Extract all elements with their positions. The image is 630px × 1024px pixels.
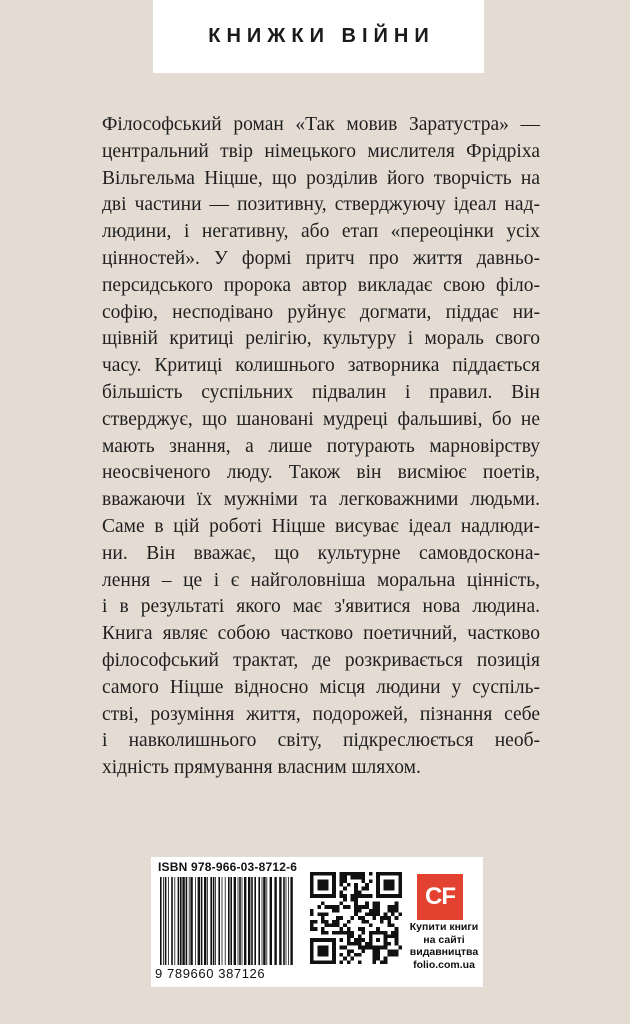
annotation-line: філософський трактат, де розкривається позиція <box>102 649 540 671</box>
annotation-line: хідність прямування власним шляхом. <box>102 757 421 779</box>
annotation-line: щівній критиці релігію, культуру і мораль свого <box>102 328 540 350</box>
series-header <box>153 0 484 73</box>
buy-line: на сайті <box>423 933 465 946</box>
annotation-line: вважаючи їх мужніми та легковажними людьми. <box>102 489 540 511</box>
buy-line: Купити книги <box>409 921 479 933</box>
annotation-line: ни. Він вважає, що культурне самовдоскона- <box>102 542 540 564</box>
barcode-image <box>158 877 298 965</box>
annotation-line: лення – це і є найголовніша моральна цінність, <box>102 569 540 591</box>
annotation-line: мають знання, а лише потурають марновірству <box>102 435 540 457</box>
annotation-line: стві, розуміння життя, подорожей, пізнання себе <box>102 703 540 725</box>
publisher-logo-text: CF <box>425 883 455 910</box>
annotation-line: стверджує, що шановані мудреці фальшиві, бо не <box>102 408 540 430</box>
annotation-line: Саме в цій роботі Ніцше висуває ідеал надлюди- <box>102 515 540 537</box>
annotation-line: софію, несподівано руйнує догмати, піддає ни- <box>102 301 540 323</box>
buy-online-note <box>406 921 482 971</box>
series-title: КНИЖКИ ВІЙНИ <box>208 25 435 47</box>
annotation-line: часу. Критиці колишнього затворника піддається <box>102 355 540 377</box>
annotation-line: дві частини — позитивну, стверджуючу ідеал над- <box>102 194 540 216</box>
barcode-panel <box>151 857 483 987</box>
buy-line: видавництва <box>409 946 479 958</box>
ean-digits: 9 789660 387126 <box>155 966 266 981</box>
qr-code-icon[interactable] <box>310 872 402 964</box>
annotation-line: цінностей». У формі притч про життя давньо- <box>102 247 540 269</box>
annotation-line: самого Ніцше відносно місця людини у суспіль- <box>102 676 540 698</box>
annotation-line: Книга являє собою частково поетичний, частково <box>102 623 540 645</box>
annotation-line: неосвіченого люду. Також він висміює поетів, <box>102 462 540 484</box>
buy-site-link[interactable]: folio.com.ua <box>413 958 475 971</box>
publisher-logo <box>417 874 463 920</box>
annotation-line: центральний твір німецького мислителя Фрідріха <box>102 140 540 162</box>
annotation-line: Філософський роман «Так мовив Заратустра» — <box>102 114 540 135</box>
book-annotation <box>102 112 540 782</box>
isbn-label: ISBN 978-966-03-8712-6 <box>158 860 298 874</box>
annotation-line: Вільгельма Ніцше, що розділив його творчість на <box>102 167 540 189</box>
annotation-line: і навколишнього світу, підкреслюється необ- <box>102 730 540 752</box>
annotation-line: персидського пророка автор викладає свою філо- <box>102 274 540 296</box>
annotation-line: більшість суспільних підвалин і правил. Він <box>102 381 540 403</box>
annotation-line: і в результаті якого має з'явитися нова людина. <box>102 596 540 618</box>
annotation-line: людини, і негативну, або етап «переоцінки усіх <box>102 221 540 243</box>
